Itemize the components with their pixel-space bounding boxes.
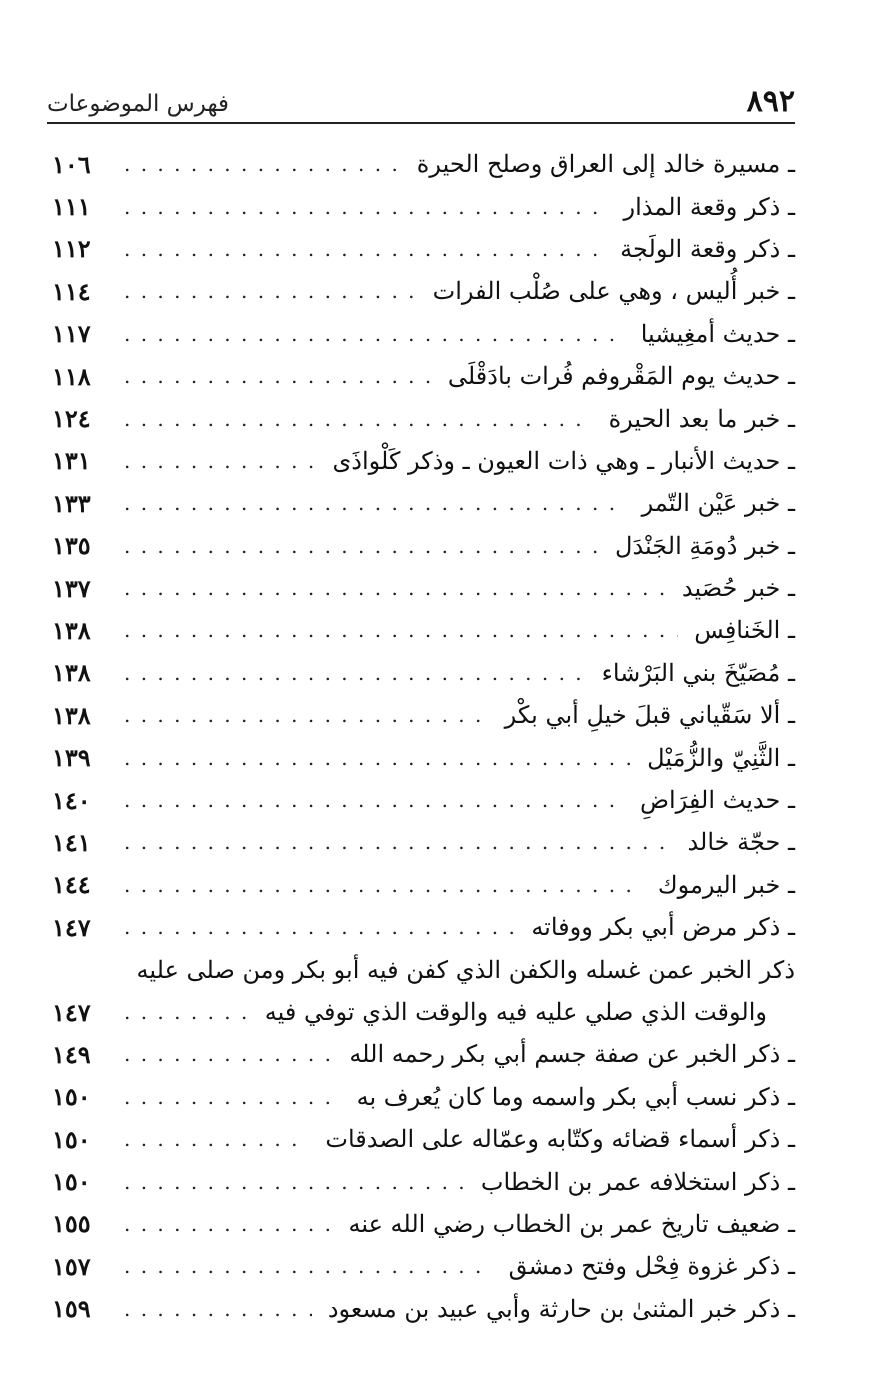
dot-leader — [124, 830, 671, 854]
dot-leader — [124, 152, 401, 176]
toc-entry — [52, 1118, 795, 1160]
dot-leader — [124, 915, 515, 939]
running-title: فهرس الموضوعات — [47, 91, 230, 117]
toc-entry-title: ـ ذكر استخلافه عمر بن الخطاب — [480, 1167, 795, 1196]
toc-entry-page: ١٤٧ — [52, 912, 91, 942]
toc-entry — [52, 270, 795, 312]
toc-entry-page: ١٥٠ — [52, 1082, 91, 1112]
toc-entry — [52, 864, 795, 906]
toc-entry-title-line2: والوقت الذي صلي عليه فيه والوقت الذي توفي فيه — [264, 998, 767, 1026]
dot-leader — [124, 788, 624, 812]
toc-entry-title: ـ ذكر غزوة فِحْل وفتح دمشق — [508, 1252, 795, 1281]
toc-entry-page: ١١٧ — [52, 319, 91, 349]
dot-leader — [124, 534, 599, 558]
toc-entry-page: ١٣١ — [52, 446, 91, 476]
toc-entry — [52, 1245, 795, 1287]
toc-entry-page: ١٣٩ — [52, 743, 91, 773]
toc-entry-title: ـ ذكر مرض أبي بكر ووفاته — [531, 913, 795, 942]
toc-entry — [52, 1160, 795, 1202]
toc-entry-title: ـ خبر ما بعد الحيرة — [608, 404, 795, 433]
toc-entry — [52, 143, 795, 185]
toc-entry-page: ١٣٣ — [52, 488, 91, 518]
toc-entry-page: ١١٨ — [52, 361, 91, 391]
dot-leader — [124, 237, 604, 261]
toc-entry — [52, 482, 795, 524]
toc-entry-page: ١٤٩ — [52, 1039, 91, 1069]
toc-entry — [52, 1288, 795, 1330]
toc-entry-page: ١٥٠ — [52, 1124, 91, 1154]
toc-entry-page: ١٥٧ — [52, 1251, 91, 1281]
dot-leader — [124, 1254, 493, 1278]
dot-leader — [124, 618, 678, 642]
toc-entry-title: ـ حديث يوم المَقْروفم فُرات بادَقْلَى — [447, 362, 795, 391]
toc-entry — [52, 313, 795, 355]
table-of-contents — [52, 143, 795, 1330]
toc-entry-title: ـ خبر أُليس ، وهي على صُلْب الفرات — [432, 277, 795, 306]
toc-entry-title: ـ مسيرة خالد إلى العراق وصلح الحيرة — [416, 150, 795, 179]
dot-leader — [124, 746, 631, 770]
toc-entry — [52, 228, 795, 270]
dot-leader — [124, 1297, 312, 1321]
toc-entry-page: ١٤٠ — [52, 785, 91, 815]
toc-entry — [52, 1033, 795, 1075]
toc-entry-page: ١٠٦ — [52, 149, 91, 179]
toc-entry-title: ـ ذكر وقعة المذار — [623, 192, 795, 221]
toc-entry-page: ١٤٤ — [52, 870, 91, 900]
toc-entry-page: ١٢٤ — [52, 404, 91, 434]
toc-entry-page: ١١٢ — [52, 234, 91, 264]
dot-leader — [124, 1085, 341, 1109]
toc-entry-page: ١٤٧ — [52, 997, 91, 1027]
dot-leader — [124, 1042, 333, 1066]
dot-leader — [124, 703, 489, 727]
toc-entry-page: ١٣٥ — [52, 531, 91, 561]
dot-leader — [124, 407, 593, 431]
dot-leader — [124, 322, 625, 346]
toc-entry — [52, 1076, 795, 1118]
dot-leader — [124, 279, 417, 303]
toc-entry — [52, 397, 795, 439]
toc-entry-multiline-first — [52, 948, 795, 990]
toc-entry-title: ـ ضعيف تاريخ عمر بن الخطاب رضي الله عنه — [348, 1209, 795, 1238]
toc-entry-title: ـ مُصَيّخَ بني البَرْشاء — [601, 658, 795, 687]
toc-entry — [52, 736, 795, 778]
toc-entry — [52, 1203, 795, 1245]
dot-leader — [124, 491, 626, 515]
toc-entry-title: ـ خبر اليرموك — [657, 870, 795, 899]
page-header — [47, 82, 795, 124]
toc-entry-title: ـ حديث أمغِيشيا — [640, 319, 795, 348]
toc-entry-title: ـ الخَنافِس — [694, 616, 795, 645]
toc-entry-page: ١٤١ — [52, 827, 91, 857]
toc-entry-title: ـ حديث الفِرَاضِ — [639, 786, 795, 815]
toc-entry-page: ١٣٨ — [52, 615, 91, 645]
toc-entry — [52, 652, 795, 694]
dot-leader — [124, 449, 317, 473]
dot-leader — [124, 1212, 332, 1236]
dot-leader — [124, 1000, 249, 1024]
toc-entry-page: ١١٤ — [52, 276, 91, 306]
dot-leader — [124, 364, 432, 388]
toc-entry-title: ـ ألا سَقّياني قبلَ خيلِ أبي بكْر — [504, 701, 795, 730]
toc-entry-title: ـ ذكر أسماء قضائه وكتّابه وعمّاله على الصدقات — [325, 1125, 795, 1154]
toc-entry-page: ١٣٨ — [52, 700, 91, 730]
dot-leader — [124, 661, 586, 685]
toc-entry-title: ـ حديث الأنبار ـ وهي ذات العيون ـ وذكر كَلْواذَى — [332, 446, 795, 475]
toc-entry-title: ـ ذكر خبر المثنىٰ بن حارثة وأبي عبيد بن مسعود — [327, 1294, 795, 1323]
toc-entry-multiline-second — [52, 991, 795, 1033]
toc-entry — [52, 694, 795, 736]
toc-entry — [52, 185, 795, 227]
toc-entry-page: ١٣٨ — [52, 658, 91, 688]
toc-entry-page: ١٥٠ — [52, 1167, 91, 1197]
toc-entry-title: ـ ذكر وقعة الولَجة — [620, 234, 795, 263]
dot-leader — [124, 195, 608, 219]
toc-entry — [52, 779, 795, 821]
toc-entry — [52, 567, 795, 609]
toc-entry — [52, 609, 795, 651]
toc-entry-page: ١٣٧ — [52, 573, 91, 603]
toc-entry — [52, 821, 795, 863]
toc-entry-title: ـ حجّة خالد — [687, 828, 795, 857]
toc-entry-title: ـ خبر عَيْن التّمر — [641, 489, 795, 518]
toc-entry-title: ـ ذكر نسب أبي بكر واسمه وما كان يُعرف به — [356, 1082, 795, 1111]
dot-leader — [124, 1170, 465, 1194]
toc-entry — [52, 906, 795, 948]
toc-entry — [52, 355, 795, 397]
toc-entry — [52, 525, 795, 567]
toc-entry-title: ـ ذكر الخبر عن صفة جسم أبي بكر رحمه الله — [349, 1040, 795, 1069]
toc-entry — [52, 440, 795, 482]
toc-entry-page: ١٥٩ — [52, 1294, 91, 1324]
dot-leader — [124, 576, 666, 600]
toc-entry-title: ـ خبر حُصَيد — [681, 574, 795, 603]
toc-entry-title: ـ الثَّنِيّ والزُّمَيْل — [647, 743, 795, 772]
toc-entry-page: ١١١ — [52, 192, 91, 222]
toc-entry-title-line1: ذكر الخبر عمن غسله والكفن الذي كفن فيه أبو بكر ومن صلى عليه — [136, 955, 795, 984]
page-number: ٨٩٢ — [746, 84, 795, 119]
dot-leader — [124, 1127, 309, 1151]
toc-entry-page: ١٥٥ — [52, 1209, 91, 1239]
dot-leader — [124, 873, 642, 897]
toc-entry-title: ـ خبر دُومَةِ الجَنْدَل — [615, 531, 795, 560]
